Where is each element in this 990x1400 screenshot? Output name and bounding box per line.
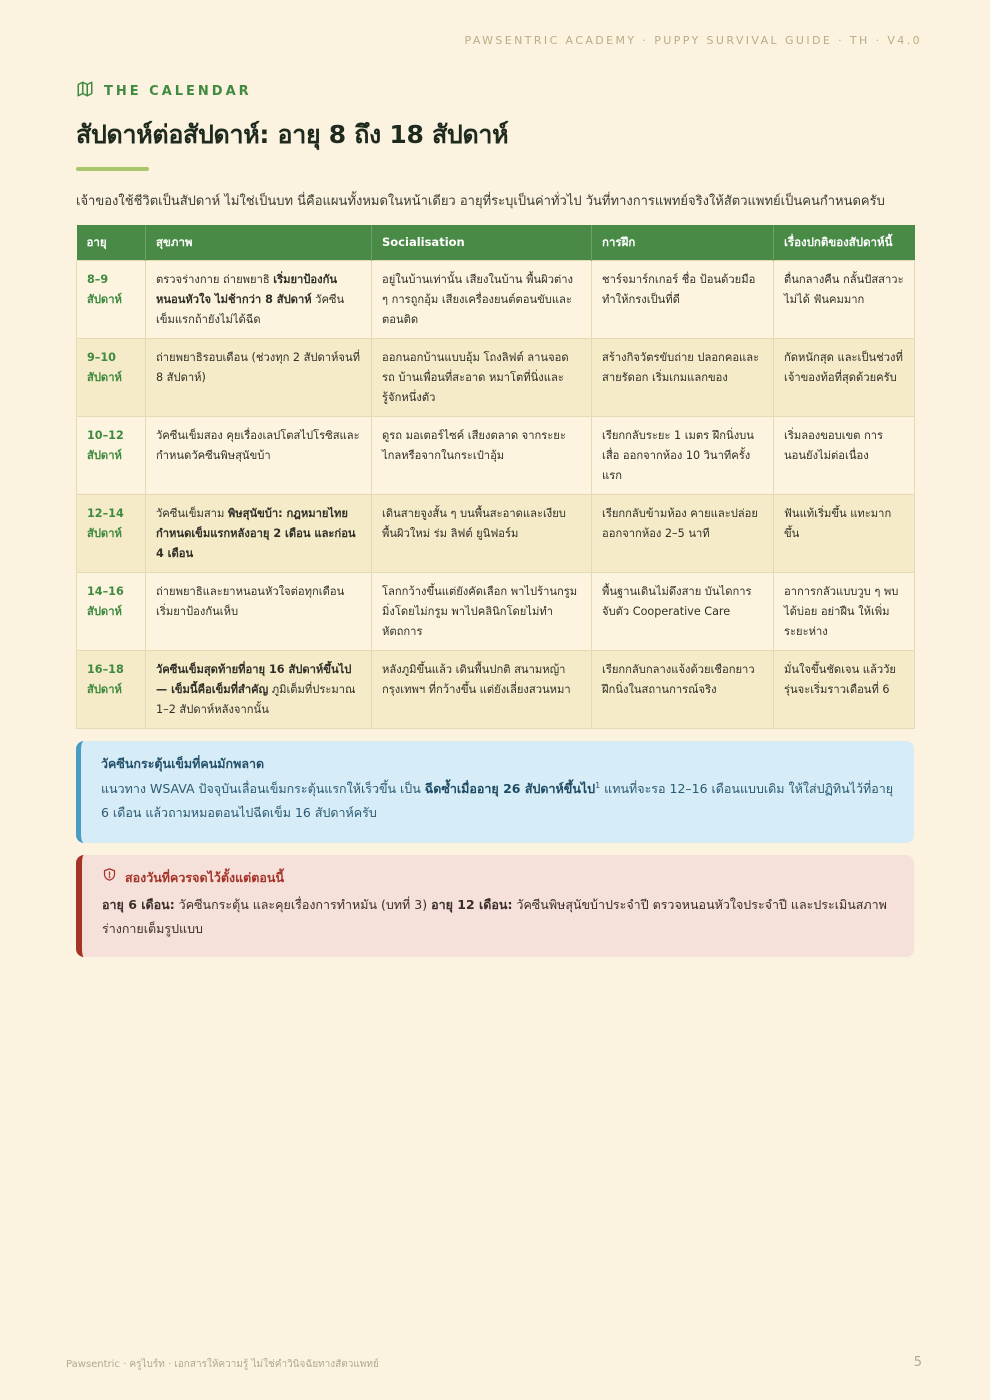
cell-normal: อาการกลัวแบบวูบ ๆ พบได้บ่อย อย่าฝืน ให้เพิ่มระยะห่าง: [774, 572, 915, 650]
key-dates-heading: สองวันที่ควรจดไว้ตั้งแต่ตอนนี้: [125, 869, 284, 885]
table-row: [77, 338, 915, 416]
cell-normal: ตื่นกลางคืน กลั้นปัสสาวะไม่ได้ ฟันคมมาก: [774, 260, 915, 338]
cell-health: [146, 650, 372, 728]
booster-callout-body: [101, 777, 894, 825]
cell-health: [146, 338, 372, 416]
health-text-segment: วัคซีนเข็มสอง คุยเรื่องเลปโตสไปโรซิสและกำหนดวัคซีนพิษสุนัขบ้า: [156, 428, 360, 462]
cell-normal: ฟันแท้เริ่มขึ้น แทะมากขึ้น: [774, 494, 915, 572]
table-body: [77, 260, 915, 728]
booster-text-pre: แนวทาง WSAVA ปัจจุบันเลื่อนเข็มกระตุ้นแรกให้เร็วขึ้น เป็น: [101, 780, 425, 796]
header-age: อายุ: [77, 225, 146, 260]
table-header-row: [77, 225, 915, 260]
header-training: การฝึก: [592, 225, 774, 260]
calendar-table: [76, 225, 915, 729]
cell-normal: กัดหนักสุด และเป็นช่วงที่เจ้าของท้อที่สุดด้วยครับ: [774, 338, 915, 416]
table-row: [77, 416, 915, 494]
booster-text-post: แทนที่จะรอ 12–16 เดือนแบบเดิม ให้ใส่ปฏิทินไว้ที่อายุ 6 เดือน แล้วถามหมอตอนไปฉีดเข็ม 16 สัปดาห์ครับ: [101, 780, 894, 820]
cell-socialisation: หลังภูมิขึ้นแล้ว เดินพื้นปกติ สนามหญ้ากรุงเทพฯ ที่กว้างขึ้น แต่ยังเลี่ยงสวนหมา: [372, 650, 592, 728]
cell-training: ชาร์จมาร์กเกอร์ ชื่อ ป้อนด้วยมือ ทำให้กรงเป็นที่ดี: [592, 260, 774, 338]
cell-age: 10–12 สัปดาห์: [77, 416, 146, 494]
title-underline: [76, 167, 149, 171]
page-number: 5: [913, 1355, 922, 1370]
health-text-segment: ถ่ายพยาธิรอบเดือน (ช่วงทุก 2 สัปดาห์จนที่ 8 สัปดาห์): [156, 350, 361, 384]
table-row: [77, 572, 915, 650]
health-text-segment: วัคซีนเข็มแรกถ้ายังไม่ได้ฉีด: [156, 292, 345, 326]
cell-health: [146, 260, 372, 338]
cell-health: [146, 572, 372, 650]
cell-age: 9–10 สัปดาห์: [77, 338, 146, 416]
health-text-segment: ถ่ายพยาธิและยาหนอนหัวใจต่อทุกเดือน เริ่มยาป้องกันเห็บ: [156, 584, 345, 618]
health-text-segment: ภูมิเต็มที่ประมาณ 1–2 สัปดาห์หลังจากนั้น: [156, 682, 356, 716]
table-row: [77, 494, 915, 572]
cell-socialisation: ออกนอกบ้านแบบอุ้ม โถงลิฟต์ ลานจอดรถ บ้านเพื่อนที่สะอาด หมาโตที่นิ่งและรู้จักหนึ่งตัว: [372, 338, 592, 416]
cell-normal: เริ่มลองขอบเขต การนอนยังไม่ต่อเนื่อง: [774, 416, 915, 494]
cell-age: 12–14 สัปดาห์: [77, 494, 146, 572]
cell-health: [146, 494, 372, 572]
cell-normal: มั่นใจขึ้นชัดเจน แล้ววัยรุ่นจะเริ่มราวเดือนที่ 6: [774, 650, 915, 728]
cell-age: 16–18 สัปดาห์: [77, 650, 146, 728]
cell-socialisation: อยู่ในบ้านเท่านั้น เสียงในบ้าน พื้นผิวต่าง ๆ การถูกอุ้ม เสียงเครื่องยนต์ตอนขับและตอนติด: [372, 260, 592, 338]
key-dates-body: [102, 893, 894, 941]
header-socialisation: Socialisation: [372, 225, 592, 260]
booster-text-bold: ฉีดซ้ำเมื่ออายุ 26 สัปดาห์ขึ้นไป: [424, 780, 596, 796]
page-content: [76, 82, 914, 957]
cell-health: [146, 416, 372, 494]
health-text-segment: ตรวจร่างกาย ถ่ายพยาธิ: [156, 272, 274, 286]
booster-callout-heading: วัคซีนกระตุ้นเข็มที่คนมักพลาด: [101, 755, 265, 771]
date-label-6-months: อายุ 6 เดือน:: [102, 896, 175, 912]
date-label-12-months: อายุ 12 เดือน:: [431, 896, 513, 912]
eyebrow-label: THE CALENDAR: [104, 83, 252, 99]
cell-training: เรียกกลับระยะ 1 เมตร ฝึกนิ่งบนเสื่อ ออกจากห้อง 10 วินาทีครั้งแรก: [592, 416, 774, 494]
date-text-12-months: วัคซีนพิษสุนัขบ้าประจำปี ตรวจหนอนหัวใจประจำปี และประเมินสภาพร่างกายเต็มรูปแบบ: [102, 896, 887, 936]
health-text-segment: พิษสุนัขบ้า: กฎหมายไทยกำหนดเข็มแรกหลังอายุ 2 เดือน และก่อน 4 เดือน: [156, 506, 356, 560]
key-dates-heading-row: [102, 867, 894, 889]
running-head: PAWSENTRIC ACADEMY · PUPPY SURVIVAL GUIDE · TH · V4.0: [464, 34, 922, 47]
key-dates-callout: [76, 855, 914, 957]
date-text-6-months: วัคซีนกระตุ้น และคุยเรื่องการทำหมัน (บทที่ 3): [174, 896, 432, 912]
alert-shield-icon: [102, 867, 117, 889]
footnote-marker: 1: [595, 780, 601, 790]
cell-training: เรียกกลับข้ามห้อง คายและปล่อย ออกจากห้อง 2–5 นาที: [592, 494, 774, 572]
booster-callout: [76, 741, 914, 843]
cell-socialisation: โลกกว้างขึ้นแต่ยังคัดเลือก พาไปร้านกรูมมิ่งโดยไม่กรูม พาไปคลินิกโดยไม่ทำหัตถการ: [372, 572, 592, 650]
cell-training: เรียกกลับกลางแจ้งด้วยเชือกยาว ฝึกนิ่งในสถานการณ์จริง: [592, 650, 774, 728]
health-text-segment: วัคซีนเข็มสาม: [156, 506, 228, 520]
map-icon: [76, 80, 94, 102]
table-row: [77, 260, 915, 338]
health-text-segment: เริ่มยาป้องกันหนอนหัวใจ ไม่ช้ากว่า 8 สัปดาห์: [156, 272, 337, 306]
cell-age: 14–16 สัปดาห์: [77, 572, 146, 650]
cell-age: 8–9 สัปดาห์: [77, 260, 146, 338]
cell-socialisation: ดูรถ มอเตอร์ไซค์ เสียงตลาด จากระยะไกลหรือจากในกระเป๋าอุ้ม: [372, 416, 592, 494]
cell-training: สร้างกิจวัตรขับถ่าย ปลอกคอและสายรัดอก เริ่มเกมแลกของ: [592, 338, 774, 416]
table-row: [77, 650, 915, 728]
cell-socialisation: เดินสายจูงสั้น ๆ บนพื้นสะอาดและเงียบ พื้นผิวใหม่ ร่ม ลิฟต์ ยูนิฟอร์ม: [372, 494, 592, 572]
section-eyebrow: [76, 82, 914, 100]
header-health: สุขภาพ: [146, 225, 372, 260]
health-text-segment: วัคซีนเข็มสุดท้ายที่อายุ 16 สัปดาห์ขึ้นไป — เข็มนี้คือเข็มที่สำคัญ: [156, 662, 352, 696]
page-title: สัปดาห์ต่อสัปดาห์: อายุ 8 ถึง 18 สัปดาห์: [76, 120, 509, 149]
intro-paragraph: เจ้าของใช้ชีวิตเป็นสัปดาห์ ไม่ใช่เป็นบท นี่คือแผนทั้งหมดในหน้าเดียว อายุที่ระบุเป็นค่าทั่วไป วันที่ทางการแพทย์จริงให้สัตวแพทย์เป็นคนกำหนดครับ: [76, 194, 885, 209]
footer-credit: Pawsentric · ครูไบร์ท · เอกสารให้ความรู้ ไม่ใช่คำวินิจฉัยทางสัตวแพทย์: [66, 1359, 379, 1370]
cell-training: พื้นฐานเดินไม่ดึงสาย บันไดการจับตัว Cooperative Care: [592, 572, 774, 650]
header-normal: เรื่องปกติของสัปดาห์นี้: [774, 225, 915, 260]
